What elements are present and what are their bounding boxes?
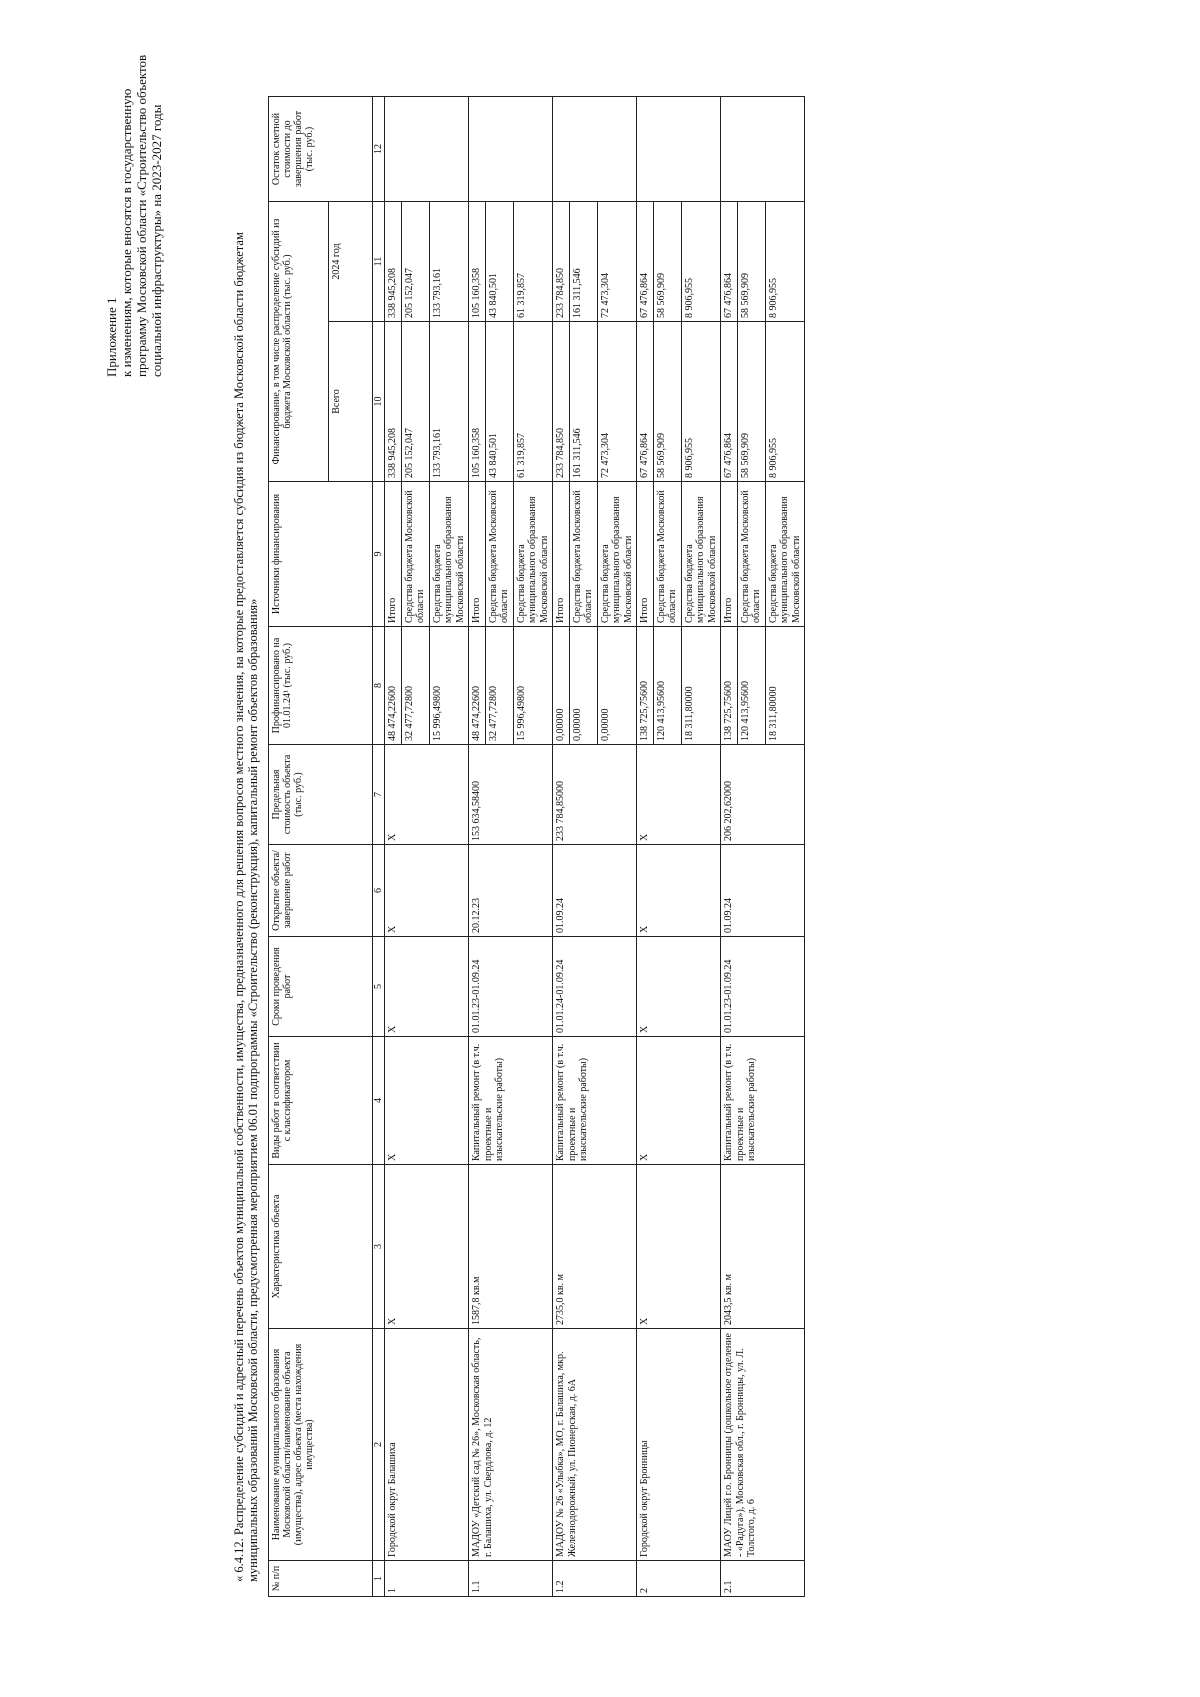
header-name: Наименование муниципального образования Московской области/наименование объекта (имущества), адрес объекта (места нахождения имущества) <box>269 1329 373 1561</box>
row-terms: X <box>637 937 721 1037</box>
row-terms: 01.01.23-01.09.24 <box>721 937 805 1037</box>
header-open: Открытие объекта/ завершение работ <box>269 845 373 937</box>
row-year: 105 160,358 <box>469 202 486 322</box>
row-num: 2.1 <box>721 1561 805 1597</box>
row-financed: 18 311,80000 <box>765 627 805 745</box>
row-cost: 153 634,58400 <box>469 745 553 845</box>
row-source: Средства бюджета муниципального образования Московской области <box>597 482 637 627</box>
row-year: 8 906,955 <box>681 202 721 322</box>
table-row <box>553 97 570 1597</box>
appendix-note <box>104 54 164 377</box>
row-financed: 0,00000 <box>553 627 570 745</box>
row-open: 20.12.23 <box>469 845 553 937</box>
row-financed: 0,00000 <box>569 627 597 745</box>
column-number-row <box>373 97 385 1597</box>
colnum: 3 <box>373 1165 385 1329</box>
row-financed: 32 477,72800 <box>485 627 513 745</box>
header-row <box>269 97 329 1597</box>
row-open: 01.09.24 <box>721 845 805 937</box>
row-source: Итого <box>553 482 570 627</box>
appendix-line: программу Московской области «Строительство объектов <box>134 54 149 377</box>
colnum: 10 <box>373 322 385 482</box>
row-source: Средства бюджета Московской области <box>401 482 429 627</box>
row-name: Городской округ Балашиха <box>385 1329 469 1561</box>
row-source: Средства бюджета муниципального образования Московской области <box>765 482 805 627</box>
row-total: 233 784,850 <box>553 322 570 482</box>
row-financed: 120 413,95600 <box>737 627 765 745</box>
row-year: 61 319,857 <box>513 202 553 322</box>
row-remain <box>553 97 637 202</box>
row-open: X <box>385 845 469 937</box>
row-source: Средства бюджета муниципального образования Московской области <box>681 482 721 627</box>
row-year: 58 569,909 <box>737 202 765 322</box>
row-total: 338 945,208 <box>385 322 402 482</box>
row-year: 67 476,864 <box>637 202 654 322</box>
row-num: 1.1 <box>469 1561 553 1597</box>
table-heading <box>232 102 260 1582</box>
row-source: Итого <box>721 482 738 627</box>
row-source: Итого <box>385 482 402 627</box>
row-source: Итого <box>469 482 486 627</box>
row-year: 72 473,304 <box>597 202 637 322</box>
row-open: 01.09.24 <box>553 845 637 937</box>
row-total: 67 476,864 <box>721 322 738 482</box>
subsidy-table <box>268 96 805 1597</box>
row-total: 8 906,955 <box>681 322 721 482</box>
row-remain <box>385 97 469 202</box>
row-year: 338 945,208 <box>385 202 402 322</box>
row-financed: 48 474,22600 <box>469 627 486 745</box>
row-financed: 15 996,49800 <box>429 627 469 745</box>
row-financed: 32 477,72800 <box>401 627 429 745</box>
row-total: 72 473,304 <box>597 322 637 482</box>
row-total: 105 160,358 <box>469 322 486 482</box>
header-funding: Финансирование, в том числе распределение субсидий из бюджета Московской области (тыс. руб.) <box>269 202 329 482</box>
row-year: 233 784,850 <box>553 202 570 322</box>
header-year: 2024 год <box>329 202 373 322</box>
row-remain <box>637 97 721 202</box>
row-terms: X <box>385 937 469 1037</box>
row-num: 2 <box>637 1561 721 1597</box>
table-row <box>637 97 654 1597</box>
row-total: 161 311,546 <box>569 322 597 482</box>
row-financed: 138 725,75600 <box>637 627 654 745</box>
row-financed: 138 725,75600 <box>721 627 738 745</box>
row-source: Средства бюджета Московской области <box>737 482 765 627</box>
colnum: 11 <box>373 202 385 322</box>
row-year: 67 476,864 <box>721 202 738 322</box>
header-terms: Сроки проведения работ <box>269 937 373 1037</box>
row-source: Средства бюджета муниципального образования Московской области <box>429 482 469 627</box>
row-financed: 15 996,49800 <box>513 627 553 745</box>
row-total: 61 319,857 <box>513 322 553 482</box>
header-financed: Профинансировано на 01.01.24¹ (тыс. руб.) <box>269 627 373 745</box>
row-terms: 01.01.23-01.09.24 <box>469 937 553 1037</box>
row-works: Капитальный ремонт (в т.ч. проектные и изыскательские работы) <box>469 1037 553 1165</box>
row-works: Капитальный ремонт (в т.ч. проектные и изыскательские работы) <box>553 1037 637 1165</box>
row-total: 58 569,909 <box>653 322 681 482</box>
row-source: Средства бюджета Московской области <box>485 482 513 627</box>
header-cost: Предельная стоимость объекта (тыс. руб.) <box>269 745 373 845</box>
row-year: 161 311,546 <box>569 202 597 322</box>
colnum: 12 <box>373 97 385 202</box>
row-source: Средства бюджета Московской области <box>653 482 681 627</box>
header-char: Характеристика объекта <box>269 1165 373 1329</box>
row-name: МАОУ Лицей г.о. Бронницы (дошкольное отделение - «Радуга»), Московская обл., г. Бронницы, ул. Л. Толстого, д. 6 <box>721 1329 805 1561</box>
row-cost: X <box>385 745 469 845</box>
row-works: Капитальный ремонт (в т.ч. проектные и изыскательские работы) <box>721 1037 805 1165</box>
table-row <box>385 97 402 1597</box>
row-total: 67 476,864 <box>637 322 654 482</box>
appendix-line: к изменениям, которые вносятся в государственную <box>119 88 134 377</box>
row-year: 58 569,909 <box>653 202 681 322</box>
row-source: Средства бюджета муниципального образования Московской области <box>513 482 553 627</box>
row-char: 2043,5 кв. м <box>721 1165 805 1329</box>
table-row <box>721 97 738 1597</box>
row-financed: 120 413,95600 <box>653 627 681 745</box>
row-terms: 01.01.24-01.09.24 <box>553 937 637 1037</box>
row-total: 58 569,909 <box>737 322 765 482</box>
row-year: 43 840,501 <box>485 202 513 322</box>
row-source: Средства бюджета Московской области <box>569 482 597 627</box>
row-char: 2735,0 кв. м <box>553 1165 637 1329</box>
row-cost: X <box>637 745 721 845</box>
colnum: 6 <box>373 845 385 937</box>
colnum: 2 <box>373 1329 385 1561</box>
header-sources: Источники финансирования <box>269 482 373 627</box>
row-financed: 18 311,80000 <box>681 627 721 745</box>
row-total: 8 906,955 <box>765 322 805 482</box>
colnum: 1 <box>373 1561 385 1597</box>
row-open: X <box>637 845 721 937</box>
row-num: 1.2 <box>553 1561 637 1597</box>
row-name: Городской округ Бронницы <box>637 1329 721 1561</box>
row-financed: 48 474,22600 <box>385 627 402 745</box>
row-total: 43 840,501 <box>485 322 513 482</box>
row-char: X <box>385 1165 469 1329</box>
row-char: 1587,8 кв.м <box>469 1165 553 1329</box>
row-year: 8 906,955 <box>765 202 805 322</box>
row-year: 133 793,161 <box>429 202 469 322</box>
table-row <box>469 97 486 1597</box>
colnum: 9 <box>373 482 385 627</box>
row-cost: 206 202,62000 <box>721 745 805 845</box>
header-num: № п/п <box>269 1561 373 1597</box>
row-year: 205 152,047 <box>401 202 429 322</box>
appendix-line: социальной инфраструктуры» на 2023-2027 годы <box>149 104 164 377</box>
row-name: МАДОУ № 26 «Улыбка», МО, г. Балашиха, мкр. Железнодорожный, ул. Пионерская, д. 6А <box>553 1329 637 1561</box>
heading-line: муниципальных образований Московской области, предусмотренная мероприятием 06.01 подпрограммы «Строительство (реконструкция), капитальный ремонт объектов образования» <box>246 598 260 1582</box>
colnum: 4 <box>373 1037 385 1165</box>
row-total: 133 793,161 <box>429 322 469 482</box>
row-works: X <box>637 1037 721 1165</box>
row-source: Итого <box>637 482 654 627</box>
header-remain: Остаток сметной стоимости до завершения работ (тыс. руб.) <box>269 97 373 202</box>
appendix-line: Приложение 1 <box>104 297 119 377</box>
row-remain <box>721 97 805 202</box>
row-name: МАДОУ «Детский сад № 26», Московская область, г. Балашиха, ул. Свердлова, д. 12 <box>469 1329 553 1561</box>
colnum: 7 <box>373 745 385 845</box>
row-total: 205 152,047 <box>401 322 429 482</box>
row-works: X <box>385 1037 469 1165</box>
row-num: 1 <box>385 1561 469 1597</box>
heading-line: « 6.4.12. Распределение субсидий и адресный перечень объектов муниципальной собственности, имущества, предназначенного для решения вопросов местного значения, на которые предоставляется субсидия из бюджета Московской области бюджетам <box>232 232 246 1582</box>
row-financed: 0,00000 <box>597 627 637 745</box>
row-cost: 233 784,85000 <box>553 745 637 845</box>
row-char: X <box>637 1165 721 1329</box>
header-works: Виды работ в соответствии с классификатором <box>269 1037 373 1165</box>
colnum: 5 <box>373 937 385 1037</box>
row-remain <box>469 97 553 202</box>
colnum: 8 <box>373 627 385 745</box>
header-total: Всего <box>329 322 373 482</box>
